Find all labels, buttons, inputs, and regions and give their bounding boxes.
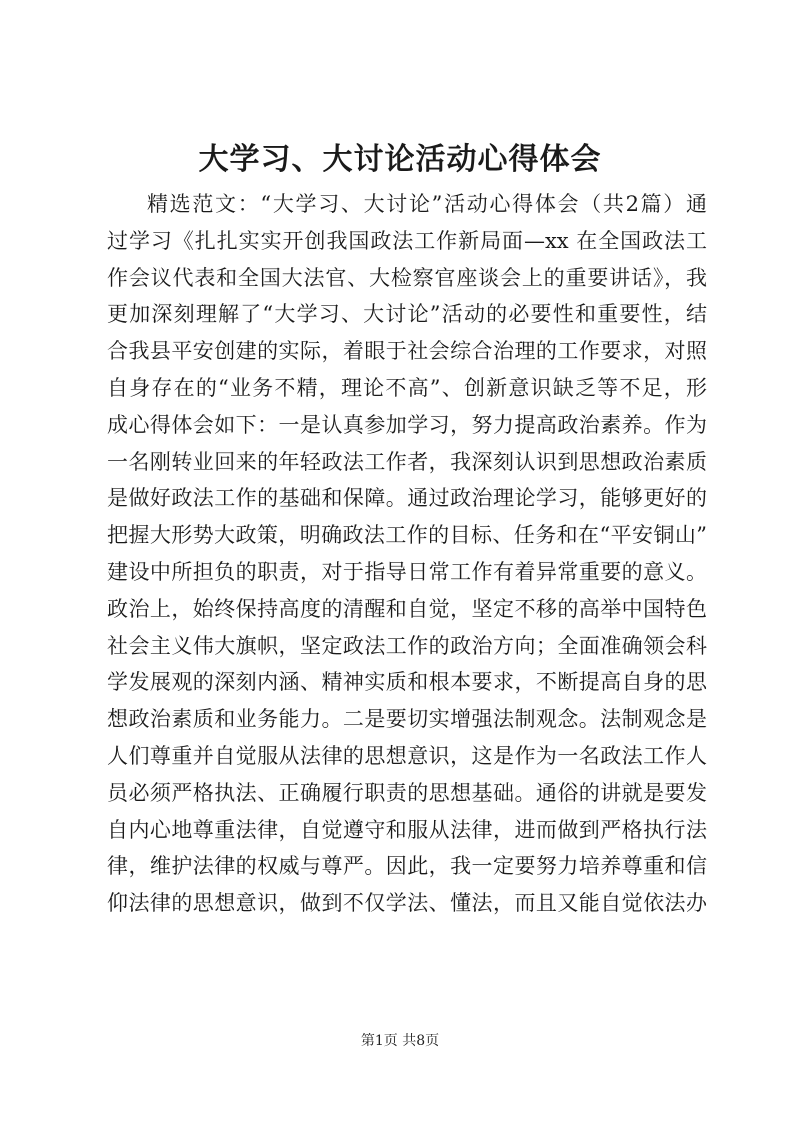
body-line: 合我县平安创建的实际，着眼于社会综合治理的工作要求，对照 xyxy=(107,339,707,364)
body-line: 作会议代表和全国大法官、大检察官座谈会上的重要讲话》，我 xyxy=(107,265,707,290)
body-line: 自身存在的“业务不精，理论不高”、创新意识缺乏等不足，形 xyxy=(107,375,707,400)
body-line: 过学习《扎扎实实开创我国政法工作新局面—xx 在全国政法工 xyxy=(107,228,707,253)
body-line: 成心得体会如下：一是认真参加学习，努力提高政治素养。作为 xyxy=(107,412,707,437)
body-line: 建设中所担负的职责，对于指导日常工作有着异常重要的意义。 xyxy=(107,559,707,584)
document-title: 大学习、大讨论活动心得体会 xyxy=(198,142,602,177)
document-body xyxy=(107,186,707,922)
body-line: 是做好政法工作的基础和保障。通过政治理论学习，能够更好的 xyxy=(107,486,707,511)
body-line: 学发展观的深刻内涵、精神实质和根本要求，不断提高自身的思 xyxy=(107,670,707,695)
body-line: 仰法律的思想意识，做到不仅学法、懂法，而且又能自觉依法办 xyxy=(107,891,707,916)
body-line: 社会主义伟大旗帜，坚定政法工作的政治方向；全面准确领会科 xyxy=(107,633,707,658)
body-line: 把握大形势大政策，明确政法工作的目标、任务和在“平安铜山” xyxy=(107,523,707,548)
body-line: 更加深刻理解了“大学习、大讨论”活动的必要性和重要性，结 xyxy=(107,302,707,327)
page-footer: 第1页 共8页 xyxy=(360,1033,440,1049)
body-line: 律，维护法律的权威与尊严。因此，我一定要努力培养尊重和信 xyxy=(107,854,707,879)
body-line: 自内心地尊重法律，自觉遵守和服从法律，进而做到严格执行法 xyxy=(107,817,707,842)
body-line: 一名刚转业回来的年轻政法工作者，我深刻认识到思想政治素质 xyxy=(107,449,707,474)
body-line: 人们尊重并自觉服从法律的思想意识，这是作为一名政法工作人 xyxy=(107,743,707,768)
body-line: 想政治素质和业务能力。二是要切实增强法制观念。法制观念是 xyxy=(107,707,707,732)
body-line: 员必须严格执法、正确履行职责的思想基础。通俗的讲就是要发 xyxy=(107,780,707,805)
body-line: 精选范文：“大学习、大讨论”活动心得体会（共2篇）通 xyxy=(147,192,707,216)
body-line: 政治上，始终保持高度的清醒和自觉，坚定不移的高举中国特色 xyxy=(107,596,707,621)
